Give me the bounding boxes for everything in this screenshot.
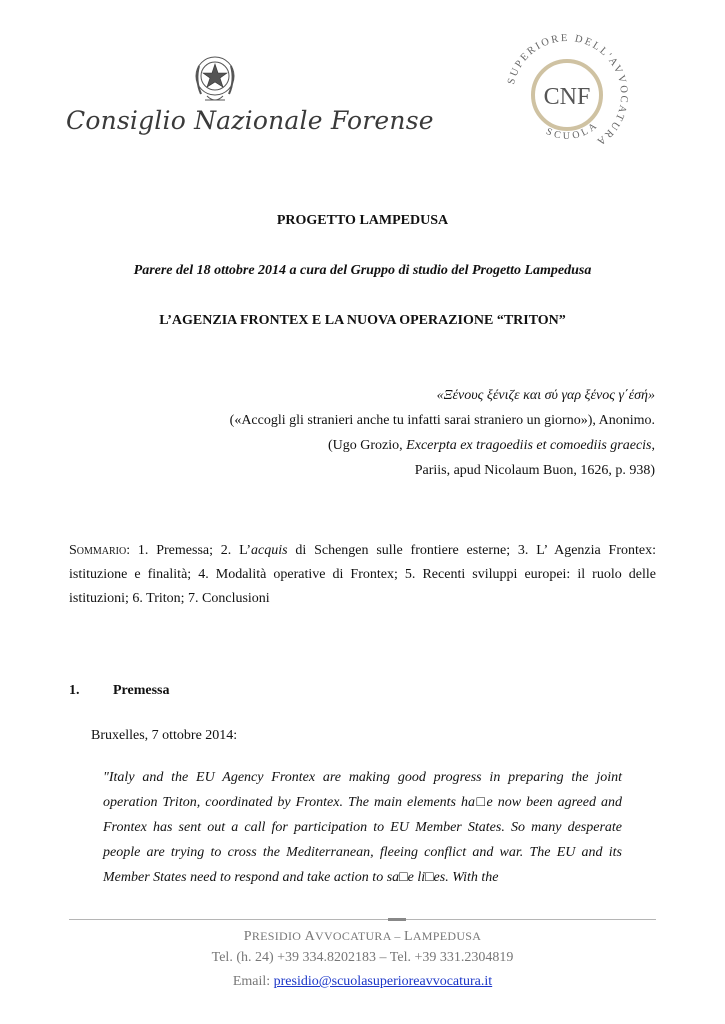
footer-email-label: Email: <box>232 974 274 989</box>
italian-republic-emblem <box>187 50 243 108</box>
footer-divider-mark <box>388 918 406 921</box>
section-title: Premessa <box>113 683 170 698</box>
summary-text-part2: di Schengen sulle frontiere esterne; 3. L’ Agenzia Frontex: istituzione e finalità; 4. Modalità operative di Frontex; 5. Recenti sviluppi europei: il ruolo delle istituzioni; 6. Triton; 7. Conclusioni <box>69 543 656 606</box>
footer-divider <box>69 919 656 920</box>
scuola-superiore-seal-logo <box>500 28 634 162</box>
section-intro: Bruxelles, 7 ottobre 2014: <box>91 728 238 743</box>
document-subtitle: Parere del 18 ottobre 2014 a cura del Gruppo di studio del Progetto Lampedusa <box>133 263 592 278</box>
summary-paragraph <box>69 539 656 611</box>
epigraph-source <box>328 438 655 454</box>
footer-email-link[interactable]: presidio@scuolasuperioreavvocatura.it <box>273 974 493 989</box>
epigraph-source-title: Excerpta ex tragoediis et comoediis graecis <box>406 438 652 453</box>
epigraph-source-line2: Pariis, apud Nicolaum Buon, 1626, p. 938) <box>414 463 655 478</box>
epigraph-source-prefix: (Ugo Grozio, <box>328 438 407 453</box>
organization-name: Consiglio Nazionale Forense <box>66 106 434 135</box>
block-quote: "Italy and the EU Agency Frontex are making good progress in preparing the joint operation Triton, coordinated by Frontex. The main elements ha□e now been agreed and Frontex has sent out a call for participation to EU Member States. So many desperate people are trying to cross the Mediterranean, fleeing conflict and war. The EU and its Member States need to respond and take action to sa□e li□es. With the <box>103 770 622 885</box>
section-heading <box>69 683 170 699</box>
document-headline: L’AGENZIA FRONTEX E LA NUOVA OPERAZIONE “TRITON” <box>159 313 566 328</box>
footer-phones: Tel. (h. 24) +39 334.8202183 – Tel. +39 331.2304819 <box>211 950 514 965</box>
svg-text:SUPERIORE DELL'AVVOCATURA: SUPERIORE DELL'AVVOCATURA <box>506 32 630 148</box>
footer-office-name: PRESIDIO AVVOCATURA – LAMPEDUSA <box>243 929 482 944</box>
footer-email-line <box>0 974 725 990</box>
svg-text:CNF: CNF <box>543 84 591 110</box>
summary-label: Sommario <box>69 543 127 558</box>
epigraph-greek: «Ξένους ξένιζε και σύ γαρ ξένος γ΄έσή» <box>436 388 655 403</box>
document-title: PROGETTO LAMPEDUSA <box>276 213 449 228</box>
epigraph-source-suffix: , <box>651 438 655 453</box>
svg-text:SCUOLA: SCUOLA <box>544 119 602 142</box>
section-number: 1. <box>69 683 80 698</box>
epigraph-translation: («Accogli gli stranieri anche tu infatti sarai straniero un giorno»), Anonimo. <box>229 413 655 428</box>
summary-italic-word: acquis <box>251 543 288 558</box>
summary-text-part1: : 1. Premessa; 2. L’ <box>126 543 252 558</box>
